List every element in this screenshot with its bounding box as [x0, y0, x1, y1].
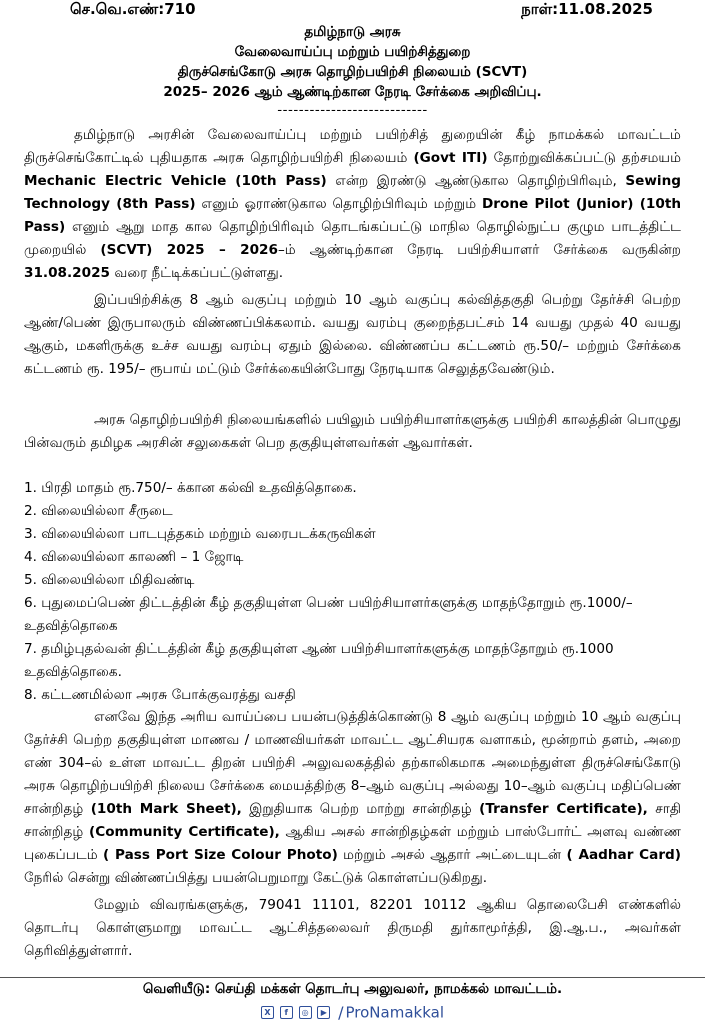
p4-text-5: மற்றும் அசல் ஆதார் அட்டையுடன் — [337, 847, 567, 863]
paragraph-5: மேலும் விவரங்களுக்கு, 79041 11101, 82201 10112 ஆகிய தொலைபேசி எண்களில் தொடர்பு கொள்ளுமாறு மாவட்ட ஆட்சித்தலைவர் திருமதி துர்காமூர்த்தி, இ.ஆ.ப., அவர்கள் தெரிவித்துள்ளார். — [24, 897, 681, 959]
p1-bold-4: Drone Pilot (Junior) (10th Pass) — [24, 196, 682, 235]
p1-text-6: –ம் ஆண்டிற்கான நேரடி பயிற்சியாளர் சேர்க்கை வருகின்ற — [277, 242, 681, 258]
issuer-line: வெளியீடு: செய்தி மக்கள் தொடர்பு அலுவலர், நாமக்கல் மாவட்டம். — [142, 981, 563, 997]
youtube-icon[interactable]: ▶ — [317, 1006, 330, 1019]
list-item: 7. தமிழ்புதல்வன் திட்டத்தின் கீழ் தகுதியுள்ள ஆண் பயிற்சியாளர்களுக்கு மாதந்தோறும் ரூ.1000 உதவித்தொகை. — [24, 641, 614, 680]
title-line-1: தமிழ்நாடு அரசு — [304, 24, 401, 40]
p1-text-4: எனும் ஓராண்டுகால தொழிற்பிரிவும் மற்றும் — [195, 196, 483, 212]
list-item: 8. கட்டணமில்லா அரசு போக்குவரத்து வசதி — [24, 687, 296, 703]
list-item: 2. விலையில்லா சீருடை — [24, 503, 173, 519]
title-line-2: வேலைவாய்ப்பு மற்றும் பயிற்சித்துறை — [234, 44, 471, 60]
footer-divider — [0, 977, 705, 978]
p4-bold-4: ( Pass Port Size Colour Photo) — [103, 847, 338, 863]
p1-text-3: என்ற இரண்டு ஆண்டுகால தொழிற்பிரிவும், — [326, 173, 626, 189]
p1-bold-2: Mechanic Electric Vehicle (10th Pass) — [24, 173, 327, 189]
social-links — [0, 1003, 705, 1022]
p4-bold-1: (10th Mark Sheet), — [90, 801, 242, 817]
list-item: 3. விலையில்லா பாடபுத்தகம் மற்றும் வரைபடக்கருவிகள் — [24, 526, 376, 542]
p4-text-6: நேரில் சென்று விண்ணப்பித்து பயன்பெறுமாறு கேட்டுக் கொள்ளப்படுகிறது. — [24, 870, 488, 886]
list-item: 6. புதுமைப்பெண் திட்டத்தின் கீழ் தகுதியுள்ள பெண் பயிற்சியாளர்களுக்கு மாதந்தோறும் ரூ.1000/– உதவித்தொகை — [24, 595, 633, 634]
paragraph-1 — [24, 124, 681, 285]
reference-number: செ.வெ.எண்:710 — [70, 0, 196, 18]
p4-text-2: இறுதியாக பெற்ற மாற்று சான்றிதழ் — [241, 801, 480, 817]
title-line-3: திருச்செங்கோடு அரசு தொழிற்பயிற்சி நிலையம் (SCVT) — [177, 64, 528, 80]
social-handle[interactable]: ProNamakkal — [345, 1003, 444, 1022]
p4-bold-5: ( Aadhar Card) — [566, 847, 681, 863]
p4-bold-3: (Community Certificate), — [89, 824, 280, 840]
header-line — [70, 0, 653, 20]
title-line-4: 2025– 2026 ஆம் ஆண்டிற்கான நேரடி சேர்க்கை அறிவிப்பு. — [163, 84, 542, 100]
list-item: 5. விலையில்லா மிதிவண்டி — [24, 572, 195, 588]
benefits-list — [24, 477, 677, 707]
p1-text-5: எனும் ஆறு மாத கால தொழிற்பிரிவும் தொடங்கப்பட்டு மாநில தொழில்நுட்ப குழும பாடத்திட்ட முறையில் — [24, 219, 681, 258]
p4-bold-2: (Transfer Certificate), — [479, 801, 648, 817]
p1-text-1: தமிழ்நாடு அரசின் வேலைவாய்ப்பு மற்றும் பயிற்சித் துறையின் கீழ் நாமக்கல் மாவட்டம் திருச்செங்கோட்டில் புதியதாக அரசு தொழிற்பயிற்சி நிலையம் — [24, 127, 681, 166]
p1-bold-5: (SCVT) 2025 – 2026 — [100, 242, 278, 258]
title-block — [0, 22, 705, 118]
p4-text-4: ஆகிய அசல் சான்றிதழ்கள் மற்றும் பாஸ்போர்ட் அளவு வண்ண புகைப்படம் — [24, 824, 681, 863]
list-item: 1. பிரதி மாதம் ரூ.750/– க்கான கல்வி உதவித்தொகை. — [24, 480, 357, 496]
p1-text-7: வரை நீட்டிக்கப்பட்டுள்ளது. — [110, 265, 284, 281]
x-icon[interactable]: X — [261, 1006, 274, 1019]
slash-separator: / — [338, 1003, 344, 1022]
paragraph-4 — [24, 706, 681, 890]
p1-bold-6: 31.08.2025 — [24, 265, 110, 281]
paragraph-3: அரசு தொழிற்பயிற்சி நிலையங்களில் பயிலும் பயிற்சியாளர்களுக்கு பயிற்சி காலத்தின் பொழுது பின்வரும் தமிழக அரசின் சலுகைகள் பெற தகுதியுள்ளவர்கள் ஆவார்கள். — [24, 412, 681, 451]
instagram-icon[interactable]: ◎ — [299, 1006, 312, 1019]
p1-text-2: தோற்றுவிக்கப்பட்டு தற்சமயம் — [487, 150, 682, 166]
list-item: 4. விலையில்லா காலணி – 1 ஜோடி — [24, 549, 244, 565]
p4-text-3: சாதி சான்றிதழ் — [24, 801, 681, 840]
p1-bold-3: Sewing Technology (8th Pass) — [24, 173, 681, 212]
release-date: நாள்:11.08.2025 — [521, 0, 653, 18]
p4-text-1: எனவே இந்த அரிய வாய்ப்பை பயன்படுத்திக்கொண்டு 8 ஆம் வகுப்பு மற்றும் 10 ஆம் வகுப்பு தேர்ச்சி பெற்ற தகுதியுள்ள மாணவ / மாணவியர்கள் மாவட்ட ஆட்சியரக வளாகம், மூன்றாம் தளம், அறை எண் 304–ல் உள்ள மாவட்ட திறன் பயிற்சி அலுவலகத்தில் தற்காலிகமாக அமைந்துள்ள திருச்செங்கோடு அரசு தொழிற்பயிற்சி நிலைய சேர்க்கை மையத்திற்கு 8–ஆம் வகுப்பு அல்லது 10–ஆம் வகுப்பு மதிப்பெண் சான்றிதழ் — [24, 709, 681, 817]
facebook-icon[interactable]: f — [280, 1006, 293, 1019]
title-underline: ---------------------------- — [277, 102, 428, 118]
paragraph-2: இப்பயிற்சிக்கு 8 ஆம் வகுப்பு மற்றும் 10 ஆம் வகுப்பு கல்வித்தகுதி பெற்று தேர்ச்சி பெற்ற ஆண்/பெண் இருபாலரும் விண்ணப்பிக்கலாம். வயது வரம்பு குறைந்தபட்சம் 14 வயது முதல் 40 வயது ஆகும், மகளிருக்கு உச்ச வயது வரம்பு ஏதும் இல்லை. விண்ணப்ப கட்டணம் ரூ.50/– மற்றும் சேர்க்கை கட்டணம் ரூ. 195/– ரூபாய் மட்டும் சேர்க்கையின்போது நேரடியாக செலுத்தவேண்டும். — [24, 292, 681, 377]
p1-bold-1: (Govt ITI) — [413, 150, 488, 166]
